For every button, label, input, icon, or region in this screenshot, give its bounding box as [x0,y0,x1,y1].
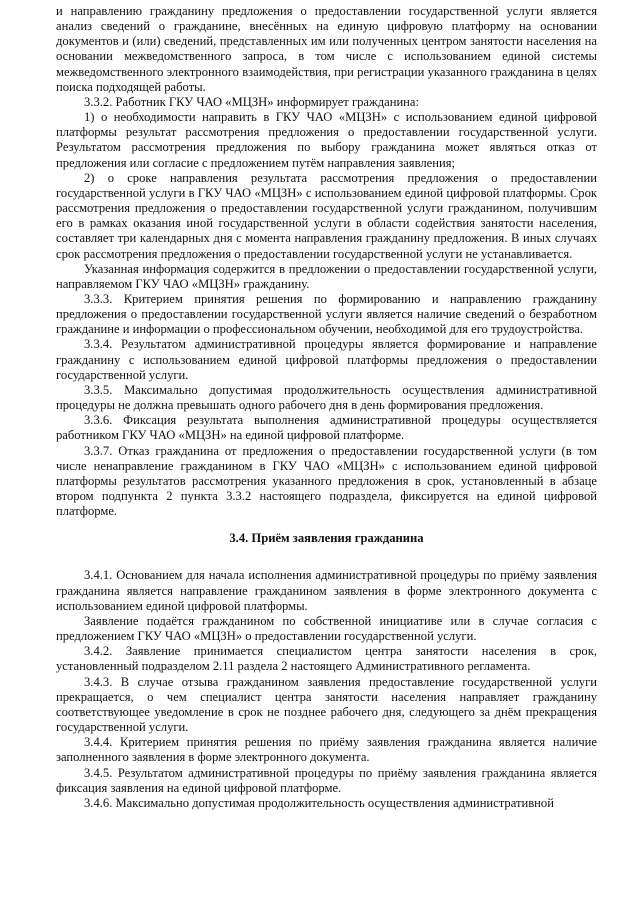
paragraph: Заявление подаётся гражданином по собственной инициативе или в случае согласия с предложением ГКУ ЧАО «МЦЗН» о предоставлении государственной услуги. [56,613,597,644]
paragraph: 3.4.2. Заявление принимается специалистом центра занятости населения в срок, установленный подразделом 2.11 раздела 2 настоящего Административного регламента. [56,644,597,674]
paragraph: 2) о сроке направления результата рассмотрения предложения о предоставлении государственной услуги в ГКУ ЧАО «МЦЗН» с использованием единой цифровой платформы. Срок рассмотрения предложения о предоставлении государственной услуги гражданином, получившим его в рамках оказания иной государственной услуги в области содействия занятости населения, составляет три календарных дня с момента направления гражданину предложения. В иных случаях срок рассмотрения предложения о предоставлении государственной услуги не устанавливается. [56,170,597,261]
paragraph: 3.4.5. Результатом административной процедуры по приёму заявления гражданина является фиксация заявления на единой цифровой платформе. [56,765,597,795]
paragraph: 3.4.6. Максимально допустимая продолжительность осуществления административной [84,795,554,810]
paragraph: Указанная информация содержится в предложении о предоставлении государственной услуги, направляемом ГКУ ЧАО «МЦЗН» гражданину. [56,261,597,291]
document-page [56,4,597,811]
paragraph: 3.4.4. Критерием принятия решения по приёму заявления гражданина является наличие заполненного заявления в форме электронного документа. [56,735,597,765]
section-3-3-body [56,4,597,519]
paragraph: 1) о необходимости направить в ГКУ ЧАО «МЦЗН» с использованием единой цифровой платформы результат рассмотрения предложения о предоставлении государственной услуги. Результатом рассмотрения предложения по выбору гражданина может являться отказ от предложения или согласие с предложением путём направления заявления; [56,110,597,170]
paragraph: 3.3.6. Фиксация результата выполнения административной процедуры осуществляется работником ГКУ ЧАО «МЦЗН» на единой цифровой платформе. [56,413,597,443]
paragraph: 3.3.4. Результатом административной процедуры является формирование и направление гражданину с использованием единой цифровой платформы предложения о предоставлении государственной услуги. [56,337,597,382]
section-heading: 3.4. Приём заявления гражданина [229,531,424,546]
paragraph: 3.4.3. В случае отзыва гражданином заявления предоставление государственной услуги прекращается, о чем специалист центра занятости населения направляет гражданину соответствующее уведомление в срок не позднее рабочего дня, следующего за днём прекращения государственной услуги. [56,674,597,735]
paragraph: 3.3.7. Отказ гражданина от предложения о предоставлении государственной услуги (в том числе ненаправление гражданином в ГКУ ЧАО «МЦЗН» с использованием единой цифровой платформы результатов рассмотрения указанного предложения в срок, установленный в абзаце втором подпункта 2 пункта 3.3.2 настоящего подраздела, фиксируется на единой цифровой платформе. [56,443,597,519]
paragraph: 3.3.5. Максимально допустимая продолжительность осуществления административной процедуры не должна превышать одного рабочего дня в день формирования предложения. [56,382,597,413]
section-3-4-body [56,568,597,811]
paragraph: 3.4.1. Основанием для начала исполнения административной процедуры по приёму заявления гражданина является направление гражданином заявления в форме электронного документа с использованием единой цифровой платформы. [56,568,597,613]
paragraph: 3.3.2. Работник ГКУ ЧАО «МЦЗН» информирует гражданина: [84,94,420,109]
paragraph: 3.3.3. Критерием принятия решения по формированию и направлению гражданину предложения о предоставлении государственной услуги является наличие сведений о безработном гражданине и информации о профессиональном обучении, необходимой для его трудоустройства. [56,291,597,337]
paragraph: и направлению гражданину предложения о предоставлении государственной услуги является анализ сведений о гражданине, внесённых на единую цифровую платформу на основании документов и (или) сведений, представленных им или полученных центром занятости населения на основании межведомственного запроса, в том числе с использованием единой системы межведомственного электронного взаимодействия, при регистрации указанного гражданина в целях поиска подходящей работы. [56,4,597,94]
